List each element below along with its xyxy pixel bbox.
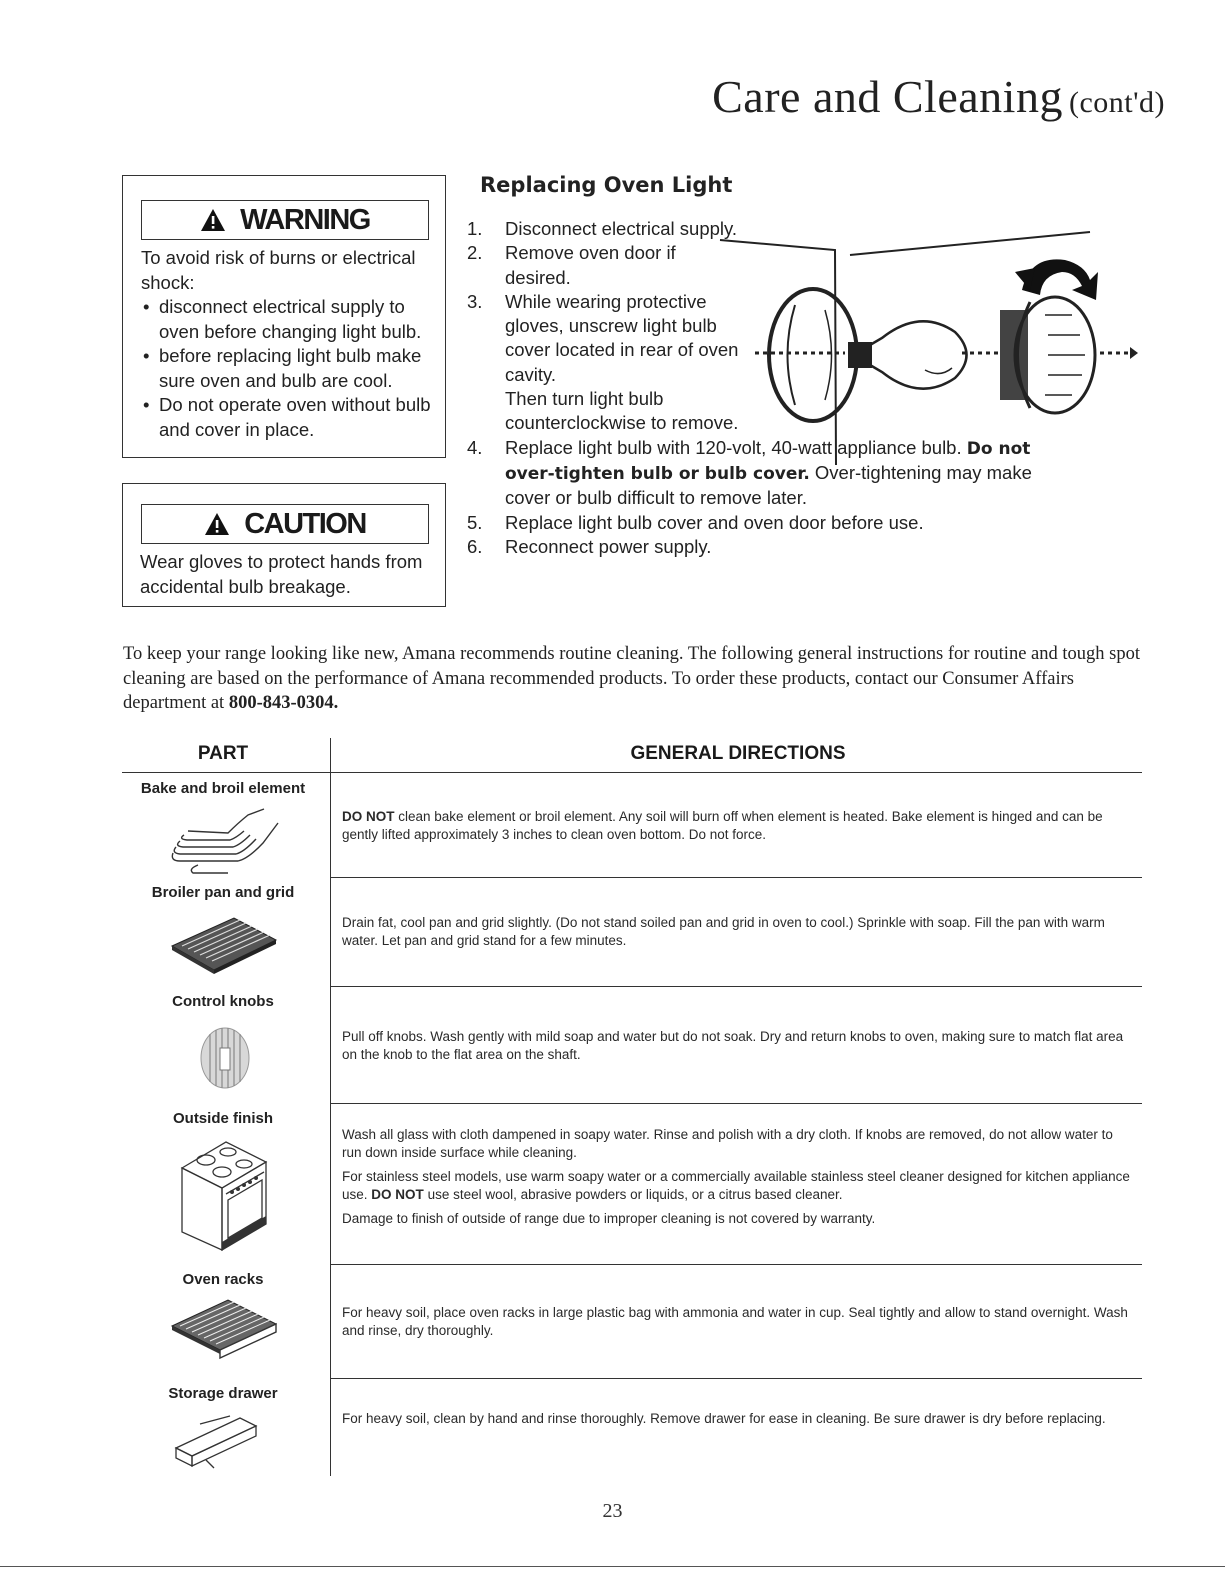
step-text-continued: Then turn light bulb counterclockwise to remove. — [505, 388, 739, 434]
warning-label: WARNING — [240, 203, 370, 236]
table-header-rule — [122, 772, 1142, 773]
directions-bold-lead: DO NOT — [342, 809, 395, 824]
step-number: 3. — [467, 290, 483, 312]
bottom-rule — [0, 1566, 1225, 1567]
directions-text: Drain fat, cool pan and grid slightly. (Do not stand soiled pan and grid in oven to cool.) Sprinkle with soap. Fill the pan with warm water. Let pan and grid stand for a few minutes. — [342, 915, 1105, 948]
directions-text — [342, 1126, 1132, 1234]
leader-line — [850, 232, 1090, 255]
consumer-affairs-phone: 800-843-0304. — [228, 693, 339, 713]
part-name: Broiler pan and grid — [151, 884, 295, 901]
part-name: Outside finish — [172, 1110, 273, 1127]
step-number: 5. — [467, 511, 483, 533]
step-number: 2. — [467, 242, 483, 264]
part-name: Oven racks — [182, 1271, 264, 1288]
directions-body: clean bake element or broil element. Any soil will burn off when element is heated. Bake element is hinged and can be gently lifted approximately 3 inches to clean oven bottom. Do not force. — [342, 809, 1103, 842]
range-icon — [176, 1138, 272, 1254]
bake-element-icon — [168, 803, 286, 875]
part-name: Storage drawer — [168, 1385, 278, 1402]
warning-intro: To avoid risk of burns or electrical shock: — [141, 247, 416, 293]
caution-box — [122, 483, 446, 607]
caution-triangle-icon — [204, 512, 230, 536]
step-text: Reconnect power supply. — [505, 535, 712, 557]
step-item — [467, 511, 1075, 535]
column-header-directions: GENERAL DIRECTIONS — [630, 743, 846, 764]
directions-body: For stainless steel models, use warm soapy water or a commercially available stainless steel cleaner designed for kitchen appliance use. — [342, 1169, 1130, 1202]
step-item — [467, 535, 1075, 559]
row-divider — [331, 1378, 1142, 1379]
directions-paragraph: Wash all glass with cloth dampened in soapy water. Rinse and polish with a dry cloth. If knobs are removed, do not allow water to run down inside surface while cleaning. — [342, 1127, 1113, 1160]
warning-list — [141, 295, 437, 442]
rotate-counterclockwise-icon — [1022, 259, 1098, 300]
directions-paragraph: Damage to finish of outside of range due to improper cleaning is not covered by warranty. — [342, 1211, 876, 1226]
directions-paragraph — [342, 1168, 1132, 1204]
title-suffix: (cont'd) — [1068, 86, 1165, 119]
part-name: Bake and broil element — [140, 780, 306, 797]
step-text: Replace light bulb with 120-volt, 40-watt appliance bulb. — [505, 436, 962, 458]
step-text: Disconnect electrical supply. — [505, 218, 738, 239]
warning-body — [123, 240, 445, 442]
step-text: Replace light bulb cover and oven door before use. — [505, 511, 924, 533]
warning-header — [141, 200, 429, 240]
caution-text: Wear gloves to protect hands from accidental bulb breakage. — [140, 551, 423, 597]
step-number: 1. — [467, 218, 483, 239]
warning-item: • before replacing light bulb make sure oven and bulb are cool. — [141, 344, 437, 393]
bulb-diagram — [700, 220, 1140, 470]
oven-light-title: Replacing Oven Light — [480, 173, 733, 197]
warning-item: • disconnect electrical supply to oven before changing light bulb. — [141, 295, 437, 344]
warning-item: • Do not operate oven without bulb and cover in place. — [141, 393, 437, 442]
directions-text: For heavy soil, clean by hand and rinse thoroughly. Remove drawer for ease in cleaning. Be sure drawer is dry before replacing. — [342, 1411, 1106, 1426]
light-bulb-icon — [870, 321, 967, 388]
directions-body: use steel wool, abrasive powders or liquids, or a citrus based cleaner. — [427, 1187, 843, 1202]
directions-text — [342, 808, 1132, 844]
row-divider — [331, 877, 1142, 878]
page-number: 23 — [602, 1500, 623, 1522]
intro-paragraph — [123, 642, 1143, 716]
broiler-pan-icon — [168, 910, 280, 976]
directions-text: For heavy soil, place oven racks in large plastic bag with ammonia and water in cup. Seal tightly and allow to stand overnight. Wash and rinse, dry thoroughly. — [342, 1305, 1128, 1338]
directions-text: Pull off knobs. Wash gently with mild soap and water but do not soak. Dry and return knobs to oven, making sure to match flat area on the knob to the flat area on the shaft. — [342, 1029, 1124, 1062]
step-text: While wearing protective gloves, unscrew light bulb cover located in rear of oven cavity. — [505, 290, 739, 385]
table-column-divider — [330, 738, 331, 1476]
title-main: Care and Cleaning — [712, 71, 1063, 122]
caution-label: CAUTION — [244, 507, 366, 540]
arrow-right-icon — [1130, 347, 1138, 359]
warning-triangle-icon — [200, 208, 226, 232]
row-divider — [331, 1264, 1142, 1265]
step-text-after: Over-tightening may make cover or bulb difficult to remove later. — [505, 461, 1032, 509]
intro-text: To keep your range looking like new, Amana recommends routine cleaning. The following general instructions for routine and tough spot cleaning are based on the performance of Amana recommended products. To order these products, contact our Consumer Affairs department at — [123, 644, 1140, 713]
column-header-part: PART — [197, 743, 249, 764]
row-divider — [331, 1103, 1142, 1104]
leader-line — [720, 240, 836, 465]
step-text: Remove oven door if desired. — [505, 242, 676, 288]
page-title — [712, 70, 1165, 123]
bulb-cover-lens-icon — [769, 289, 857, 421]
directions-bold-lead: DO NOT — [371, 1187, 424, 1202]
storage-drawer-icon — [170, 1410, 262, 1474]
part-name: Control knobs — [172, 993, 274, 1010]
warning-box — [122, 175, 446, 458]
control-knob-icon — [196, 1022, 254, 1098]
caution-header — [141, 504, 429, 544]
step-number: 6. — [467, 535, 483, 557]
step-number: 4. — [467, 436, 483, 458]
oven-rack-icon — [168, 1296, 280, 1368]
step-bold-warning: Do not over-tighten bulb or bulb cover. — [505, 438, 1031, 484]
row-divider — [331, 986, 1142, 987]
